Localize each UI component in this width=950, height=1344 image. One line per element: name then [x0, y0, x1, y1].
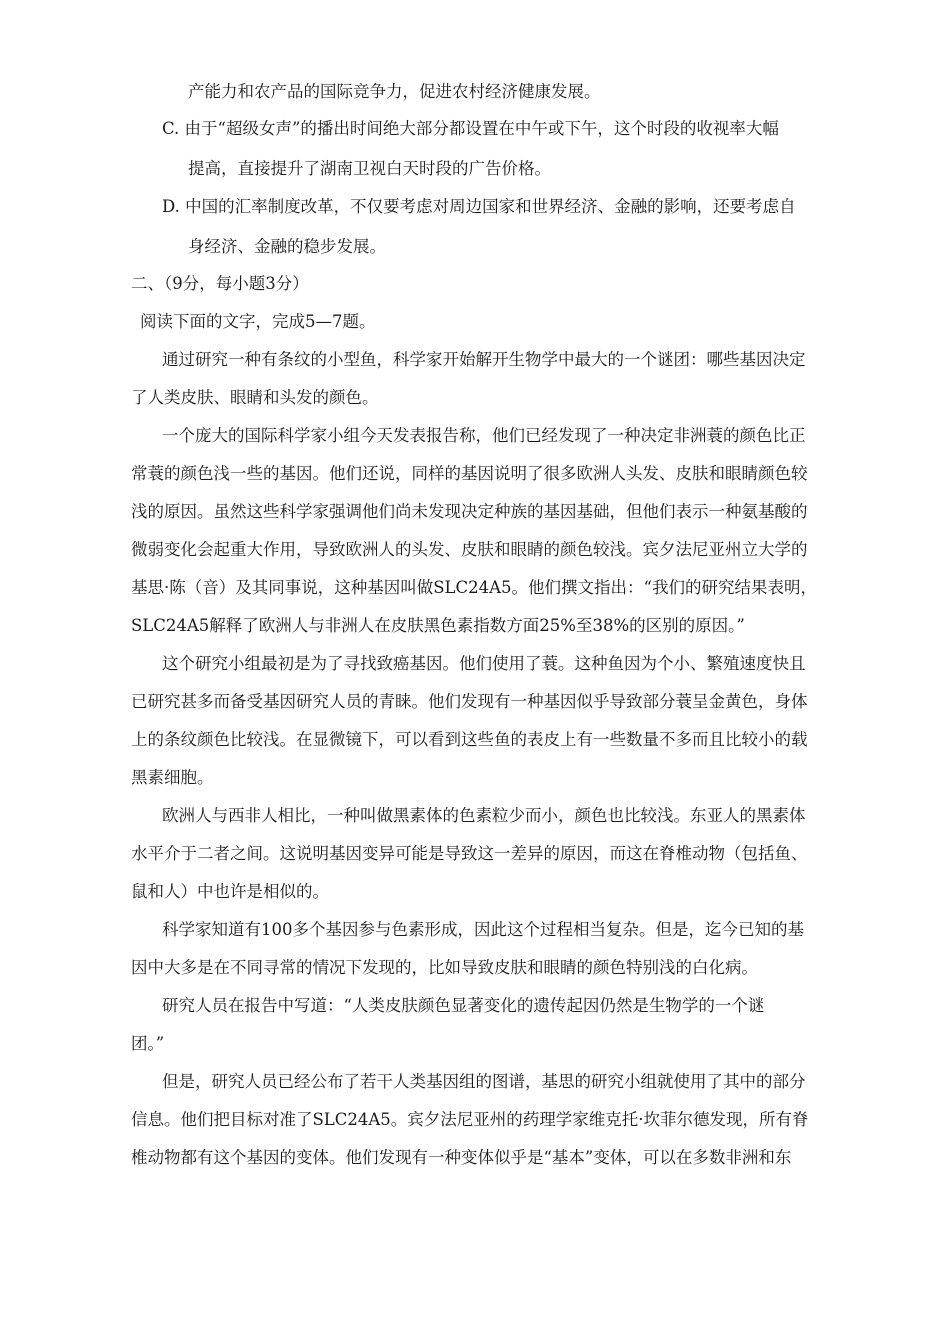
- passage-line: 椎动物都有这个基因的变体。他们发现有一种变体似乎是“基本”变体，可以在多数非洲和东: [131, 1148, 792, 1167]
- passage-line: 常蓑的颜色浅一些的基因。他们还说，同样的基因说明了很多欧洲人头发、皮肤和眼睛颜色较: [131, 464, 808, 483]
- passage-line: 研究人员在报告中写道：“人类皮肤颜色显著变化的遗传起因仍然是生物学的一个谜: [162, 996, 765, 1015]
- option-c-line2: 提高，直接提升了湖南卫视白天时段的广告价格。: [188, 159, 551, 178]
- passage-line: 黑素细胞。: [131, 768, 214, 787]
- passage-line: SLC24A5解释了欧洲人与非洲人在皮肤黑色素指数方面25%至38%的区别的原因。”: [131, 616, 745, 635]
- passage-line: 鼠和人）中也许是相似的。: [131, 882, 329, 901]
- passage-line: 微弱变化会起重大作用，导致欧洲人的头发、皮肤和眼睛的颜色较浅。宾夕法尼亚州立大学的: [131, 540, 808, 559]
- passage-line: 科学家知道有100多个基因参与色素形成，因此这个过程相当复杂。但是，迄今已知的基: [162, 920, 804, 939]
- option-d-line1: [162, 195, 796, 219]
- option-c-label: C.: [162, 119, 180, 138]
- option-b-continuation: 产能力和农产品的国际竞争力，促进农村经济健康发展。: [188, 82, 601, 101]
- passage-line: 浅的原因。虽然这些科学家强调他们尚未发现决定种族的基因基础，但他们表示一种氨基酸的: [131, 502, 808, 521]
- option-d-label: D.: [162, 197, 180, 216]
- passage-line: 这个研究小组最初是为了寻找致癌基因。他们使用了蓑。这种鱼因为个小、繁殖速度快且: [162, 654, 806, 673]
- option-d-line2: 身经济、金融的稳步发展。: [188, 237, 386, 256]
- passage-line: 了人类皮肤、眼睛和头发的颜色。: [131, 388, 379, 407]
- passage-line: 基思·陈（音）及其同事说，这种基因叫做SLC24A5。他们撰文指出：“我们的研究结果表明，: [131, 578, 817, 597]
- passage-line: 但是，研究人员已经公布了若干人类基因组的图谱，基思的研究小组就使用了其中的部分: [162, 1072, 806, 1091]
- passage-line: 水平介于二者之间。这说明基因变异可能是导致这一差异的原因，而这在脊椎动物（包括鱼、: [131, 844, 808, 863]
- passage-line: 欧洲人与西非人相比，一种叫做黑素体的色素粒少而小，颜色也比较浅。东亚人的黑素体: [162, 806, 806, 825]
- section-heading: 二、（9分，每小题3分）: [131, 274, 309, 293]
- passage-line: 已研究甚多而备受基因研究人员的青睐。他们发现有一种基因似乎导致部分蓑呈金黄色，身体: [131, 692, 808, 711]
- passage-line: 一个庞大的国际科学家小组今天发表报告称，他们已经发现了一种决定非洲蓑的颜色比正: [162, 426, 806, 445]
- passage-line: 通过研究一种有条纹的小型鱼，科学家开始解开生物学中最大的一个谜团：哪些基因决定: [162, 350, 806, 369]
- option-c-line1: [162, 117, 779, 141]
- passage-line: 团。”: [131, 1034, 165, 1053]
- passage-line: 信息。他们把目标对准了SLC24A5。宾夕法尼亚州的药理学家维克托·坎菲尔德发现，所有脊: [131, 1110, 809, 1129]
- passage-line: 因中大多是在不同寻常的情况下发现的，比如导致皮肤和眼睛的颜色特别浅的白化病。: [131, 958, 758, 977]
- option-c-text: 由于“超级女声”的播出时间绝大部分都设置在中午或下午，这个时段的收视率大幅: [184, 119, 779, 138]
- passage-line: 上的条纹颜色比较浅。在显微镜下，可以看到这些鱼的表皮上有一些数量不多而且比较小的载: [131, 730, 808, 749]
- reading-instruction: 阅读下面的文字，完成5—7题。: [140, 312, 376, 331]
- option-d-text: 中国的汇率制度改革，不仅要考虑对周边国家和世界经济、金融的影响，还要考虑自: [185, 197, 796, 216]
